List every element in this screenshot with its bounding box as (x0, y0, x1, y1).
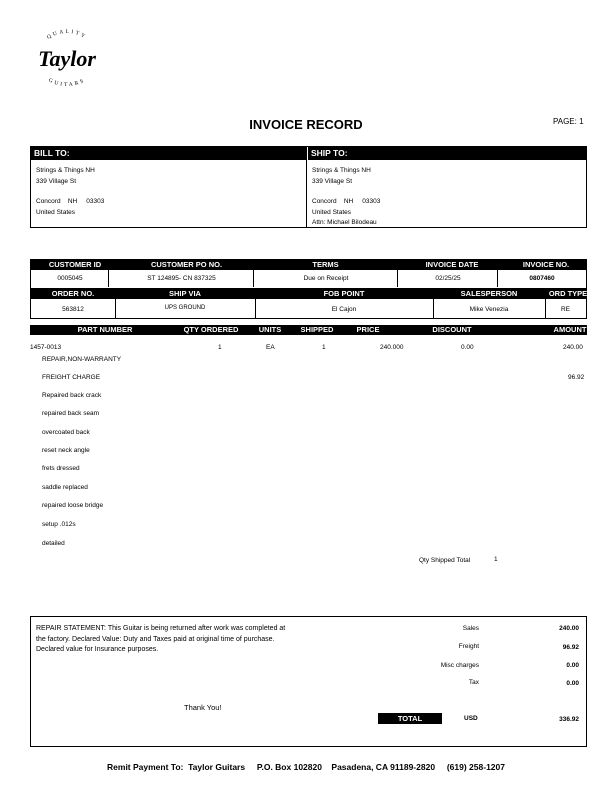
description-line: saddle replaced (42, 484, 88, 491)
units-header: UNITS (258, 325, 282, 334)
bill-to-address (36, 166, 104, 218)
amount-header: AMOUNT (553, 325, 587, 334)
total-value: 336.92 (559, 716, 579, 723)
address-box (30, 146, 587, 228)
price-header: PRICE (356, 325, 380, 334)
customer-po-value: ST 124895- CN 837325 (147, 275, 216, 282)
ord-type-value: RE (560, 306, 571, 313)
bill-to-country: United States (36, 208, 76, 216)
remit-payment-footer: Remit Payment To: Taylor Guitars P.O. Box 102820 Pasadena, CA 91189-2820 (619) 258-1207 (107, 762, 505, 772)
invoice-no-header: INVOICE NO. (522, 260, 570, 269)
part-number-header: PART NUMBER (77, 325, 133, 334)
qty-ordered-header: QTY ORDERED (183, 325, 239, 334)
line-shipped: 1 (322, 344, 326, 351)
invoice-date-value: 02/25/25 (435, 275, 461, 282)
customer-po-header: CUSTOMER PO NO. (150, 260, 223, 269)
repair-statement (36, 624, 356, 656)
currency-label: USD (464, 715, 478, 722)
description-line: repaired loose bridge (42, 502, 104, 509)
ship-to-address (312, 166, 380, 229)
sales-label: Sales (462, 625, 479, 632)
line-units: EA (266, 344, 275, 351)
bill-to-city-line: Concord NH 03303 (36, 198, 105, 205)
description-line: REPAIR,NON-WARRANTY (42, 356, 122, 363)
ship-to-country: United States (312, 208, 352, 216)
line-discount: 0.00 (461, 344, 474, 351)
bill-to-street: 339 Village St (36, 177, 76, 185)
description-line: reset neck angle (42, 447, 90, 454)
discount-header: DISCOUNT (432, 325, 472, 334)
sales-value: 240.00 (559, 625, 579, 632)
bill-to-header (31, 147, 307, 160)
description-line: detailed (42, 540, 65, 547)
qty-shipped-total-value: 1 (494, 556, 498, 563)
description-line: overcoated back (42, 429, 90, 436)
misc-charges-value: 0.00 (566, 662, 579, 669)
order-no-value: 563812 (62, 306, 84, 313)
ship-via-value: UPS GROUND (164, 305, 206, 311)
logo-tagline-top: QUALITY (46, 28, 88, 41)
customer-id-value: 0005045 (57, 275, 83, 282)
ship-to-city-line: Concord NH 03303 (312, 198, 381, 205)
repair-statement-line: REPAIR STATEMENT: This Guitar is being returned after work was completed at (36, 625, 286, 632)
fob-point-header: FOB POINT (323, 289, 365, 298)
terms-value: Due on Receipt (303, 275, 349, 282)
invoice-date-header: INVOICE DATE (425, 260, 479, 269)
ship-via-header: SHIP VIA (169, 289, 201, 298)
order-no-header: ORDER NO. (51, 289, 95, 298)
terms-header: TERMS (312, 260, 339, 269)
tax-label: Tax (468, 679, 479, 686)
taylor-logo (28, 28, 106, 86)
logo-tagline-bottom: GUITARS (47, 77, 87, 86)
fob-point-value: El Cajon (331, 306, 357, 313)
customer-id-header: CUSTOMER ID (48, 260, 102, 269)
description-line: FREIGHT CHARGE (42, 374, 101, 381)
description-line: setup .012s (42, 521, 76, 528)
description-line: frets dressed (42, 465, 80, 472)
repair-statement-line: the factory. Declared Value: Duty and Taxes paid at original time of purchase. (36, 635, 275, 643)
ship-to-street: 339 Village St (312, 177, 352, 185)
salesperson-value: Mike Venezia (469, 306, 509, 313)
salesperson-header: SALESPERSON (460, 289, 518, 298)
total-label-box (378, 713, 442, 724)
page-number: PAGE: 1 (553, 117, 584, 126)
order-info-table (30, 259, 587, 319)
bill-to-name: Strings & Things NH (36, 167, 95, 174)
description-line: repaired back seam (42, 410, 100, 417)
freight-line-amount: 96.92 (568, 374, 585, 381)
ship-to-attn: Attn: Michael Bilodeau (312, 219, 377, 226)
qty-shipped-total-label: Qty Shipped Total (419, 557, 471, 564)
freight-label: Freight (458, 643, 479, 650)
ship-to-name: Strings & Things NH (312, 167, 371, 174)
logo-wordmark: Taylor (38, 46, 96, 71)
line-part-number: 1457-0013 (30, 344, 62, 351)
bill-to-label: BILL TO: (34, 148, 70, 158)
freight-value: 96.92 (562, 644, 579, 651)
ship-to-header (308, 147, 586, 160)
thank-you-text: Thank You! (184, 703, 222, 712)
document-title: INVOICE RECORD (249, 117, 363, 132)
summary-box (30, 616, 587, 747)
line-price: 240.000 (380, 344, 404, 351)
misc-charges-label: Misc charges (440, 662, 479, 669)
invoice-no-value: 0807460 (529, 275, 555, 282)
total-label: TOTAL (397, 714, 423, 723)
ship-to-label: SHIP TO: (311, 148, 348, 158)
ord-type-header: ORD TYPE (548, 289, 588, 298)
description-line: Repaired back crack (42, 392, 102, 399)
line-amount: 240.00 (563, 344, 583, 351)
line-qty-ordered: 1 (218, 344, 222, 351)
shipped-header: SHIPPED (300, 325, 334, 334)
tax-value: 0.00 (566, 680, 579, 687)
repair-statement-line: Declared value for Insurance purposes. (36, 646, 159, 653)
